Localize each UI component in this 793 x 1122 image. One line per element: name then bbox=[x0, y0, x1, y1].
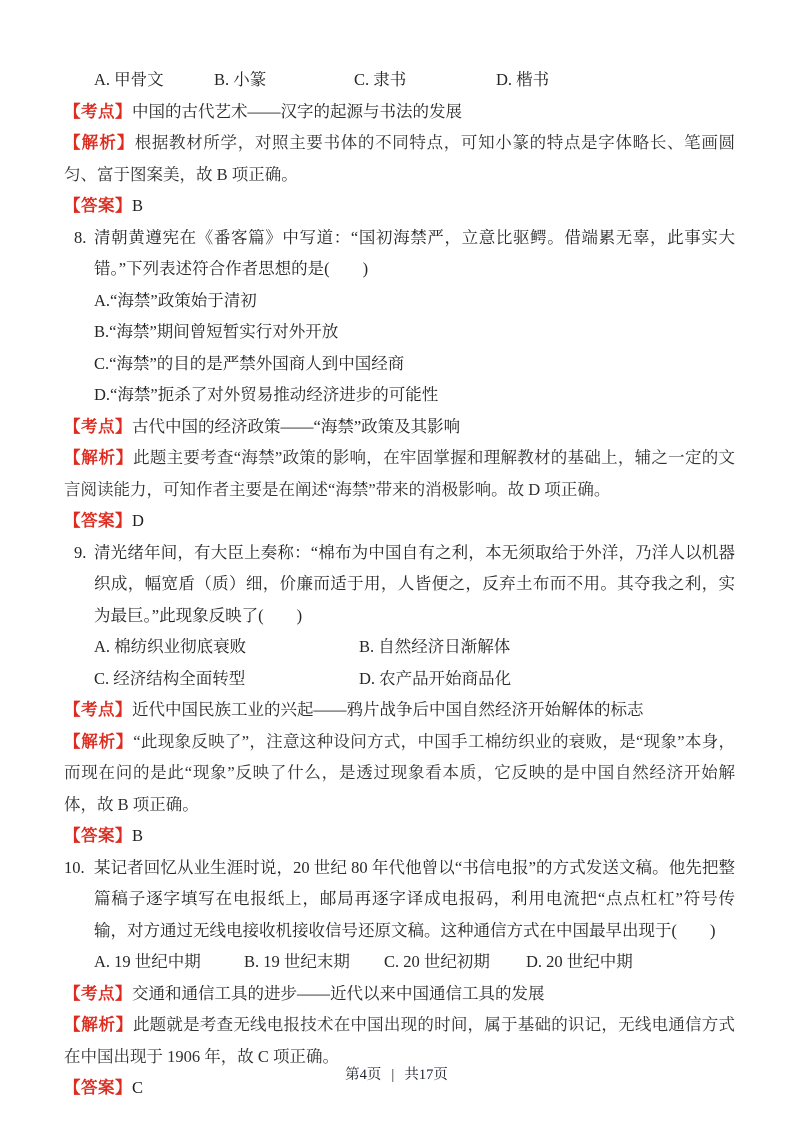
option-a: A.“海禁”政策始于清初 bbox=[94, 290, 257, 310]
question-stem-text: 清光绪年间，有大臣上奏称：“棉布为中国自有之利，本无须取给于外洋，乃洋人以机器织成，幅宽盾（质）细，价廉而适于用，人皆便之，反弃土布而不用。其夺我之利，实为最巨。”此现象反映了( ) bbox=[94, 542, 735, 625]
page-footer bbox=[0, 1063, 793, 1084]
daan-line bbox=[64, 190, 735, 222]
kaodian-marker: 【考点】 bbox=[64, 700, 132, 719]
jiexi-line bbox=[64, 127, 735, 190]
question-stem-text: 某记者回忆从业生涯时说，20 世纪 80 年代他曾以“书信电报”的方式发送文稿。他先把整篇稿子逐字填写在电报纸上，邮局再逐字译成电报码，利用电流把“点点杠杠”符号传输，对方通过无线电接收机接收信号还原文稿。这种通信方式在中国最早出现于( ) bbox=[94, 857, 735, 940]
question-8-block bbox=[64, 222, 735, 537]
kaodian-text: 古代中国的经济政策——“海禁”政策及其影响 bbox=[132, 416, 461, 436]
question-number: 10. bbox=[64, 857, 85, 877]
question-9-options bbox=[64, 631, 735, 694]
footer-page-number: 第4页 bbox=[345, 1067, 382, 1083]
kaodian-marker: 【考点】 bbox=[64, 416, 132, 436]
jiexi-marker: 【解析】 bbox=[64, 133, 135, 152]
option-c: C. 20 世纪初期 bbox=[384, 952, 490, 971]
option-c: C.“海禁”的目的是严禁外国商人到中国经商 bbox=[94, 353, 405, 373]
answer-text: D bbox=[132, 511, 144, 530]
jiexi-line bbox=[64, 726, 735, 821]
answer-text: C bbox=[132, 1078, 144, 1097]
question-8-stem bbox=[64, 222, 735, 285]
kaodian-text: 近代中国民族工业的兴起——鸦片战争后中国自然经济开始解体的标志 bbox=[132, 700, 644, 719]
question-number: 9. bbox=[74, 542, 87, 562]
option-c: C. 隶书 bbox=[354, 70, 407, 89]
option-a: A. 甲骨文 bbox=[94, 70, 164, 89]
kaodian-line bbox=[64, 411, 735, 443]
daan-marker: 【答案】 bbox=[64, 1078, 132, 1097]
jiexi-text: 根据教材所学，对照主要书体的不同特点，可知小篆的特点是字体略长、笔画圆匀、富于图案美，故 B 项正确。 bbox=[64, 133, 736, 184]
question-10-options bbox=[64, 946, 735, 978]
question-number: 8. bbox=[74, 227, 87, 247]
kaodian-marker: 【考点】 bbox=[64, 101, 132, 121]
daan-line bbox=[64, 820, 735, 852]
question-8-options bbox=[64, 285, 735, 411]
page-content bbox=[64, 64, 735, 1104]
option-d: D. 20 世纪中期 bbox=[526, 952, 633, 971]
jiexi-text: 此题就是考查无线电报技术在中国出现的时间，属于基础的识记，无线电通信方式在中国出现于 1906 年，故 C 项正确。 bbox=[64, 1015, 736, 1066]
jiexi-line bbox=[64, 442, 735, 505]
question-9-block bbox=[64, 537, 735, 852]
daan-marker: 【答案】 bbox=[64, 196, 132, 215]
option-c: C. 经济结构全面转型 bbox=[94, 668, 246, 688]
kaodian-text: 交通和通信工具的进步——近代以来中国通信工具的发展 bbox=[132, 983, 545, 1003]
option-b: B. 19 世纪末期 bbox=[244, 952, 350, 971]
option-a: A. 19 世纪中期 bbox=[94, 952, 201, 971]
answer-text: B bbox=[132, 826, 144, 845]
jiexi-text: “此现象反映了”，注意这种设问方式，中国手工棉纺织业的衰败，是“现象”本身，而现在问的是此“现象”反映了什么，是透过现象看本质，它反映的是中国自然经济开始解体，故 B 项正确。 bbox=[64, 731, 736, 814]
question-9-stem bbox=[64, 537, 735, 632]
daan-line bbox=[64, 505, 735, 537]
question-7-block bbox=[64, 64, 735, 222]
kaodian-line bbox=[64, 96, 735, 128]
option-d: D. 农产品开始商品化 bbox=[359, 668, 512, 688]
option-b: B. 自然经济日渐解体 bbox=[359, 637, 511, 656]
option-d: D.“海禁”扼杀了对外贸易推动经济进步的可能性 bbox=[94, 385, 439, 404]
option-d: D. 楷书 bbox=[496, 70, 550, 89]
question-stem-text: 清朝黄遵宪在《番客篇》中写道：“国初海禁严，立意比驱鳄。借端累无辜，此事实大错。”下列表述符合作者思想的是( ) bbox=[94, 227, 735, 278]
kaodian-marker: 【考点】 bbox=[64, 983, 132, 1003]
daan-marker: 【答案】 bbox=[64, 826, 132, 845]
kaodian-line bbox=[64, 978, 735, 1010]
kaodian-text: 中国的古代艺术——汉字的起源与书法的发展 bbox=[132, 101, 462, 121]
kaodian-line bbox=[64, 694, 735, 726]
jiexi-text: 此题主要考查“海禁”政策的影响，在牢固掌握和理解教材的基础上，辅之一定的文言阅读能力，可知作者主要是在阐述“海禁”带来的消极影响。故 D 项正确。 bbox=[64, 448, 736, 499]
option-b: B. 小篆 bbox=[214, 70, 267, 89]
jiexi-marker: 【解析】 bbox=[64, 731, 134, 751]
question-7-options bbox=[64, 64, 735, 96]
footer-page-total: 共17页 bbox=[404, 1067, 448, 1083]
answer-text: B bbox=[132, 196, 144, 215]
option-a: A. 棉纺织业彻底衰败 bbox=[94, 637, 247, 656]
question-10-stem bbox=[64, 852, 735, 947]
daan-marker: 【答案】 bbox=[64, 511, 132, 530]
jiexi-marker: 【解析】 bbox=[64, 448, 134, 467]
option-b: B.“海禁”期间曾短暂实行对外开放 bbox=[94, 322, 339, 341]
footer-separator: | bbox=[391, 1067, 395, 1083]
jiexi-marker: 【解析】 bbox=[64, 1015, 133, 1034]
